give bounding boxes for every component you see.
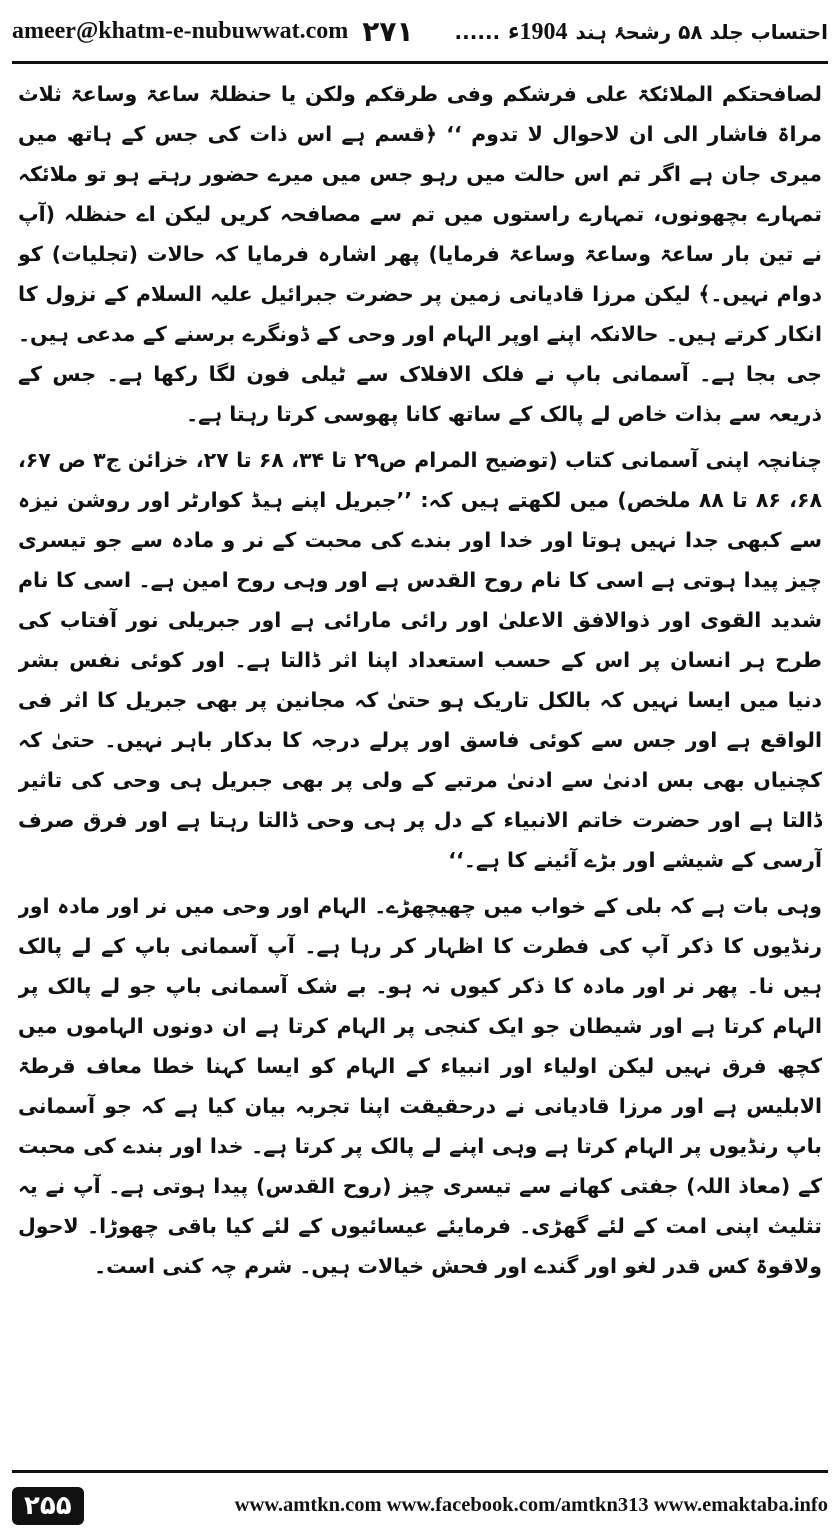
page-header <box>12 8 828 64</box>
header-right <box>455 17 828 46</box>
footer-page-number-badge: ۲۵۵ <box>12 1487 84 1525</box>
header-page-number: ۲۷۱ <box>362 15 414 48</box>
page-body <box>18 74 822 1464</box>
header-email[interactable]: ameer@khatm-e-nubuwwat.com <box>12 18 349 44</box>
footer-links[interactable]: www.amtkn.com www.facebook.com/amtkn313 www.emaktaba.info <box>234 1494 828 1516</box>
series-title: احتساب جلد ۵۸ رشحۂ ہند <box>575 19 828 44</box>
paragraph-3: وہی بات ہے کہ بلی کے خواب میں چھیچھڑے۔ الہام اور وحی میں نر اور مادہ اور رنڈیوں کا ذکر آپ کی فطرت کا اظہار کر رہا ہے۔ آپ آسمانی باپ کے لے پالک ہیں نا۔ پھر نر اور مادہ کا ذکر کیوں نہ ہو۔ بے شک آسمانی باپ جو لے پالک پر الہام کرتا ہے اور شیطان جو ایک کنجی پر الہام کرتا ہے ان دونوں الہاموں میں کچھ فرق نہیں لیکن اولیاء اور انبیاء کے الہام کو ایسا کہنا خطا معاف قرطۃ الابلیس ہے اور مرزا قادیانی نے درحقیقت اپنا تجربہ بیان کیا ہے کہ جو آسمانی باپ رنڈیوں پر الہام کرتا ہے وہی اپنے لے پالک پر کرتا ہے۔ خدا اور بندے کی محبت کے (معاذ اللہ) جفتی کھانے سے تیسری چیز (روح القدس) پیدا ہوتی ہے۔ آپ نے یہ تثلیث اپنی امت کے لئے گھڑی۔ فرمایئے عیسائیوں کے لئے کیا باقی چھوڑا۔ لاحول ولاقوۃ کس قدر لغو اور گندے اور فحش خیالات ہیں۔ شرم چہ کنی است۔ <box>18 894 822 1278</box>
paragraph-2: چنانچہ اپنی آسمانی کتاب (توضیح المرام ص۲۹ تا ۳۴، ۶۸ تا ۲۷، خزائن ج۳ ص ۶۷، ۶۸، ۸۶ تا ۸۸ ملخص) میں لکھتے ہیں کہ: ’’جبریل اپنے ہیڈ کوارٹر اور روشن نیزہ سے کبھی جدا نہیں ہوتا اور خدا اور بندے کی محبت کے نر و مادہ سے جو تیسری چیز پیدا ہوتی ہے اسی کا نام روح القدس ہے اور وہی روح امین ہے۔ اسی کا نام شدید القوی اور ذوالافق الاعلیٰ اور رائی مارائی ہے اور جبریلی نور آفتاب کی طرح ہر انسان پر اس کے حسب استعداد اپنا اثر ڈالتا ہے۔ اور کوئی نفس بشر دنیا میں ایسا نہیں کہ بالکل تاریک ہو حتیٰ کہ مجانین پر بھی جبریل کا اثر فی الواقع ہے اور جس سے کوئی فاسق اور پرلے درجہ کا بدکار باہر نہیں۔ حتیٰ کہ کچنیاں بھی بس ادنیٰ سے ادنیٰ مرتبے کے ولی پر بھی جبریل ہی وحی کی تاثیر ڈالتا ہے اور حضرت خاتم الانبیاء کے دل پر ہی وحی ڈالتا رہتا ہے اور فرق صرف آرسی کے شیشے اور بڑے آئینے کا ہے۔‘‘ <box>18 448 822 872</box>
header-dots: ...... <box>454 19 501 44</box>
paragraph-1: لصافحتکم الملائکۃ علی فرشکم وفی طرقکم ولکن یا حنظلۃ ساعۃ وساعۃ ثلاث مراۃ فاشار الی ان لاحوال لا تدوم ‘‘ ﴿قسم ہے اس ذات کی جس کے ہاتھ میں میری جان ہے اگر تم اس حالت میں رہو جس میں میرے حضور رہتے ہو تو ملائکہ تمہارے بچھونوں، تمہارے راستوں میں تم سے مصافحہ کریں لیکن اے حنظلہ (آپ نے تین بار ساعۃ وساعۃ وساعۃ فرمایا) پھر اشارہ فرمایا کہ حالات (تجلیات) کو دوام نہیں۔﴾ لیکن مرزا قادیانی زمین پر حضرت جبرائیل علیہ السلام کے نزول کا انکار کرتے ہیں۔ حالانکہ اپنے اوپر الہام اور وحی کے ڈونگرے برسنے کے مدعی ہیں۔ جی بجا ہے۔ آسمانی باپ نے فلک الافلاک سے ٹیلی فون لگا رکھا ہے۔ جس کے ذریعہ سے بذات خاص لے پالک کے ساتھ کانا پھوسی کرتا رہتا ہے۔ <box>18 82 822 426</box>
header-year: 1904ء <box>508 19 568 45</box>
page-footer <box>12 1470 828 1532</box>
header-left <box>12 15 414 48</box>
